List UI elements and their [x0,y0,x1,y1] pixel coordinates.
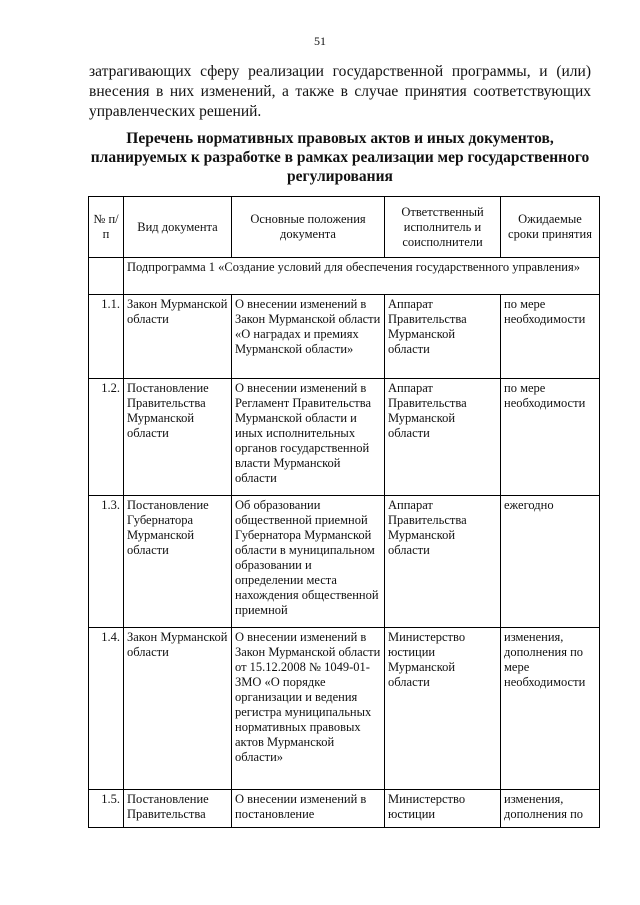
row-doc-type: Закон Мурманской области [124,295,232,379]
table-row [89,295,600,379]
row-doc-type: Закон Мурманской области [124,628,232,790]
table-header-row [89,197,600,258]
subprogram-row [89,258,600,295]
header-terms: Ожидаемые сроки принятия [501,197,600,258]
row-terms: по мере необходимости [501,379,600,496]
row-number: 1.2. [89,379,124,496]
row-provisions: О внесении изменений в Регламент Правительства Мурманской области и иных исполнительных органов государственной власти Мурманской области [232,379,385,496]
table-row [89,379,600,496]
section-title: Перечень нормативных правовых актов и иных документов, планируемых к разработке в рамках реализации мер государственного регулирования [90,130,590,185]
row-executor: Министерство юстиции [385,790,501,828]
header-provisions: Основные положения документа [232,197,385,258]
row-number: 1.5. [89,790,124,828]
header-doc-type: Вид документа [124,197,232,258]
intro-paragraph: затрагивающих сферу реализации государственной программы, и (или) внесения в них изменений, а также в случае принятия соответствующих управленческих решений. [89,63,591,120]
table-row [89,628,600,790]
row-executor: Министерство юстиции Мурманской области [385,628,501,790]
row-provisions: О внесении изменений в постановление [232,790,385,828]
row-number: 1.3. [89,496,124,628]
row-executor: Аппарат Правительства Мурманской области [385,496,501,628]
row-terms: по мере необходимости [501,295,600,379]
page-number: 51 [314,34,326,48]
row-doc-type: Постановление Правительства [124,790,232,828]
table-row [89,496,600,628]
table-row [89,790,600,828]
row-executor: Аппарат Правительства Мурманской области [385,379,501,496]
row-provisions: О внесении изменений в Закон Мурманской области от 15.12.2008 № 1049-01-ЗМО «О порядке организации и ведения регистра муниципальных нормативных правовых актов Мурманской области» [232,628,385,790]
row-provisions: О внесении изменений в Закон Мурманской области «О наградах и премиях Мурманской области» [232,295,385,379]
row-executor: Аппарат Правительства Мурманской области [385,295,501,379]
header-number: № п/п [89,197,124,258]
row-terms: изменения, дополнения по [501,790,600,828]
subprogram-num-cell [89,258,124,295]
row-number: 1.1. [89,295,124,379]
row-doc-type: Постановление Правительства Мурманской области [124,379,232,496]
row-provisions: Об образовании общественной приемной Губернатора Мурманской области в муниципальном образовании и определении места нахождения общественной приемной [232,496,385,628]
row-terms: ежегодно [501,496,600,628]
documents-table [88,196,600,828]
row-number: 1.4. [89,628,124,790]
row-terms: изменения, дополнения по мере необходимости [501,628,600,790]
row-doc-type: Постановление Губернатора Мурманской области [124,496,232,628]
header-executor: Ответственный исполнитель и соисполнители [385,197,501,258]
subprogram-title: Подпрограмма 1 «Создание условий для обеспечения государственного управления» [124,258,600,295]
